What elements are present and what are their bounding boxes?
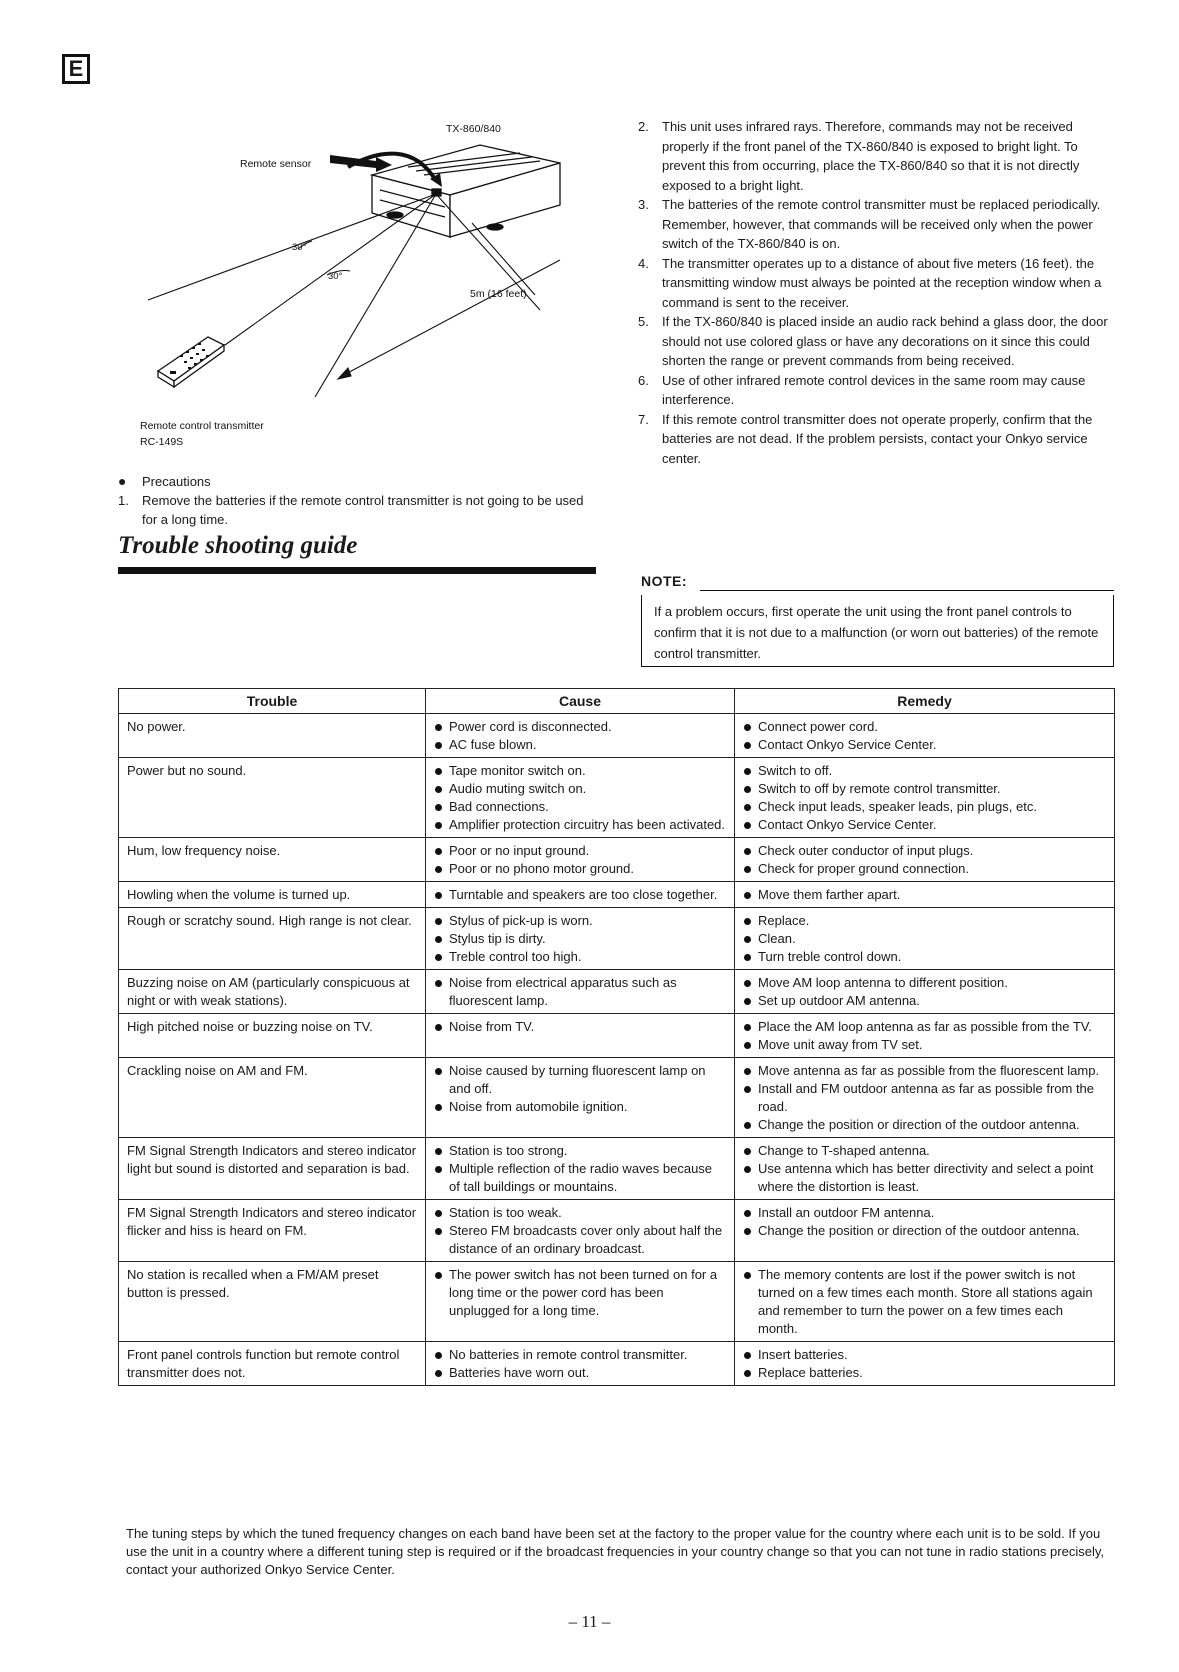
cause-item: AC fuse blown. [434, 736, 726, 754]
remedy-cell [735, 1014, 1115, 1058]
remedy-item: Replace. [743, 912, 1106, 930]
precautions-continued [638, 117, 1112, 468]
remedy-cell [735, 714, 1115, 758]
table-row [119, 908, 1115, 970]
trouble-cell: Rough or scratchy sound. High range is not clear. [119, 908, 426, 970]
remedy-list [743, 762, 1106, 834]
remedy-item: Insert batteries. [743, 1346, 1106, 1364]
cause-cell [426, 1058, 735, 1138]
remedy-cell [735, 1262, 1115, 1342]
cause-item: The power switch has not been turned on for a long time or the power cord has been unplugged for a long time. [434, 1266, 726, 1320]
precaution-text: The transmitter operates up to a distance of about five meters (16 feet). the transmitting window must always be pointed at the reception window when a command is sent to the receiver. [662, 255, 1102, 310]
cause-item: Stylus tip is dirty. [434, 930, 726, 948]
distance-label: 5m (16 feet) [470, 288, 527, 300]
cause-list [434, 718, 726, 754]
cause-item: Multiple reflection of the radio waves because of tall buildings or mountains. [434, 1160, 726, 1196]
precaution-number: 4. [638, 255, 649, 271]
trouble-cell: Front panel controls function but remote control transmitter does not. [119, 1342, 426, 1386]
cause-list [434, 1346, 726, 1382]
table-row [119, 1200, 1115, 1262]
precaution-item [638, 195, 1112, 254]
trouble-cell: Buzzing noise on AM (particularly conspicuous at night or with weak stations). [119, 970, 426, 1014]
table-row [119, 882, 1115, 908]
remedy-cell [735, 838, 1115, 882]
cause-item: No batteries in remote control transmitter. [434, 1346, 726, 1364]
receiver-illustration [372, 145, 560, 237]
trouble-cell: No power. [119, 714, 426, 758]
cause-item: Audio muting switch on. [434, 780, 726, 798]
cause-cell [426, 1200, 735, 1262]
cause-cell [426, 714, 735, 758]
transmitter-label: Remote control transmitter [140, 420, 264, 432]
precautions-heading [118, 472, 598, 491]
remedy-cell [735, 1138, 1115, 1200]
remote-transmitter-illustration [158, 337, 224, 387]
remedy-list [743, 1062, 1106, 1134]
cause-cell [426, 1342, 735, 1386]
table-row [119, 1262, 1115, 1342]
cause-list [434, 1062, 726, 1116]
cause-item: Station is too strong. [434, 1142, 726, 1160]
remote-range-diagram [140, 115, 600, 465]
remedy-list [743, 1266, 1106, 1338]
remedy-item: Change the position or direction of the outdoor antenna. [743, 1116, 1106, 1134]
remedy-cell [735, 758, 1115, 838]
note-rule [700, 590, 1114, 591]
cause-list [434, 1266, 726, 1320]
remedy-item: Switch to off. [743, 762, 1106, 780]
table-body [119, 714, 1115, 1386]
cause-list [434, 1142, 726, 1196]
remedy-item: Install an outdoor FM antenna. [743, 1204, 1106, 1222]
cause-item: Noise from TV. [434, 1018, 726, 1036]
remedy-item: Clean. [743, 930, 1106, 948]
remedy-list [743, 1346, 1106, 1382]
remedy-list [743, 974, 1106, 1010]
trouble-cell: FM Signal Strength Indicators and stereo indicator flicker and hiss is heard on FM. [119, 1200, 426, 1262]
remedy-cell [735, 970, 1115, 1014]
remedy-item: Contact Onkyo Service Center. [743, 736, 1106, 754]
model-label: TX-860/840 [446, 123, 501, 135]
remedy-item: Switch to off by remote control transmitter. [743, 780, 1106, 798]
precautions-heading-text: Precautions [142, 474, 211, 489]
cause-list [434, 1018, 726, 1036]
cause-list [434, 912, 726, 966]
sensor-label: Remote sensor [240, 158, 312, 170]
remedy-list [743, 718, 1106, 754]
cause-item: Noise from electrical apparatus such as fluorescent lamp. [434, 974, 726, 1010]
troubleshooting-table [118, 688, 1115, 1386]
remedy-item: Use antenna which has better directivity and select a point where the distortion is least. [743, 1160, 1106, 1196]
precaution-text: If this remote control transmitter does not operate properly, confirm that the batteries are not dead. If the problem persists, contact your Onkyo service center. [662, 411, 1093, 466]
cause-item: Noise caused by turning fluorescent lamp on and off. [434, 1062, 726, 1098]
cause-item: Batteries have worn out. [434, 1364, 726, 1382]
cause-list [434, 762, 726, 834]
language-badge: E [62, 54, 90, 84]
precaution-number: 7. [638, 411, 649, 427]
precaution-item [638, 312, 1112, 371]
cause-item: Turntable and speakers are too close together. [434, 886, 726, 904]
remedy-item: Move antenna as far as possible from the fluorescent lamp. [743, 1062, 1106, 1080]
table-row [119, 1138, 1115, 1200]
header-trouble: Trouble [119, 689, 426, 714]
remedy-list [743, 1018, 1106, 1054]
page-number: – 11 – [568, 1612, 611, 1631]
cause-cell [426, 758, 735, 838]
angle-right-label: 30° [328, 271, 343, 282]
remedy-item: Install and FM outdoor antenna as far as possible from the road. [743, 1080, 1106, 1116]
cause-item: Tape monitor switch on. [434, 762, 726, 780]
remedy-item: The memory contents are lost if the power switch is not turned on a few times each month. Store all stations again and remember to turn the power on a few times each month. [743, 1266, 1106, 1338]
remedy-item: Check for proper ground connection. [743, 860, 1106, 878]
remedy-list [743, 842, 1106, 878]
remedy-item: Move AM loop antenna to different position. [743, 974, 1106, 992]
cause-list [434, 1204, 726, 1258]
table-row [119, 838, 1115, 882]
table-row [119, 970, 1115, 1014]
table-row [119, 1342, 1115, 1386]
table-row [119, 1058, 1115, 1138]
remedy-cell [735, 1342, 1115, 1386]
precaution-item [638, 254, 1112, 313]
remedy-item: Move them farther apart. [743, 886, 1106, 904]
cause-item: Noise from automobile ignition. [434, 1098, 726, 1116]
cause-item: Stereo FM broadcasts cover only about half the distance of an ordinary broadcast. [434, 1222, 726, 1258]
angle-left-label: 30° [292, 242, 307, 253]
precaution-text: If the TX-860/840 is placed inside an audio rack behind a glass door, the door should not use colored glass or have any decorations on it since this could shorten the range or prevent commands from being received. [662, 314, 1108, 368]
trouble-cell: Howling when the volume is turned up. [119, 882, 426, 908]
precaution-text: Remove the batteries if the remote control transmitter is not going to be used for a long time. [142, 493, 584, 527]
cause-cell [426, 882, 735, 908]
cause-list [434, 886, 726, 904]
remedy-item: Set up outdoor AM antenna. [743, 992, 1106, 1010]
section-title: Trouble shooting guide [118, 532, 358, 559]
trouble-cell: Hum, low frequency noise. [119, 838, 426, 882]
cause-cell [426, 970, 735, 1014]
header-remedy: Remedy [735, 689, 1115, 714]
cause-item: Stylus of pick-up is worn. [434, 912, 726, 930]
remedy-item: Place the AM loop antenna as far as possible from the TV. [743, 1018, 1106, 1036]
remedy-cell [735, 908, 1115, 970]
precaution-number: 6. [638, 372, 649, 388]
precaution-number: 1. [118, 493, 129, 508]
remedy-list [743, 886, 1106, 904]
remedy-item: Check input leads, speaker leads, pin plugs, etc. [743, 798, 1106, 816]
bullet-icon: ● [118, 473, 127, 489]
trouble-cell: High pitched noise or buzzing noise on TV. [119, 1014, 426, 1058]
cause-cell [426, 1138, 735, 1200]
cause-cell [426, 908, 735, 970]
precaution-text: The batteries of the remote control transmitter must be replaced periodically. Remember, however, that commands will be received only when the power switch of the TX-860/840 is on. [662, 197, 1101, 251]
remedy-item: Change to T-shaped antenna. [743, 1142, 1106, 1160]
cause-item: Station is too weak. [434, 1204, 726, 1222]
table-row [119, 758, 1115, 838]
precaution-text: Use of other infrared remote control devices in the same room may cause interference. [662, 372, 1086, 407]
precaution-item [638, 410, 1112, 469]
cause-item: Poor or no input ground. [434, 842, 726, 860]
remedy-item: Check outer conductor of input plugs. [743, 842, 1106, 860]
cause-item: Power cord is disconnected. [434, 718, 726, 736]
cause-item: Amplifier protection circuitry has been activated. [434, 816, 726, 834]
precaution-number: 2. [638, 119, 649, 134]
precaution-number: 5. [638, 314, 649, 329]
trouble-cell: Power but no sound. [119, 758, 426, 838]
remedy-list [743, 1142, 1106, 1196]
title-rule [118, 567, 596, 574]
remedy-item: Change the position or direction of the outdoor antenna. [743, 1222, 1106, 1240]
header-cause: Cause [426, 689, 735, 714]
precaution-number: 3. [638, 197, 649, 212]
remedy-item: Contact Onkyo Service Center. [743, 816, 1106, 834]
cause-cell [426, 1014, 735, 1058]
cause-item: Poor or no phono motor ground. [434, 860, 726, 878]
precaution-item [118, 491, 598, 529]
table-header-row [119, 689, 1115, 714]
remedy-item: Turn treble control down. [743, 948, 1106, 966]
precautions-block [118, 472, 598, 529]
trouble-cell: Crackling noise on AM and FM. [119, 1058, 426, 1138]
precaution-item [638, 117, 1112, 195]
note-box: If a problem occurs, first operate the unit using the front panel controls to confirm that it is not due to a malfunction (or worn out batteries) of the remote control transmitter. [641, 595, 1114, 667]
table-row [119, 714, 1115, 758]
cause-item: Bad connections. [434, 798, 726, 816]
remedy-list [743, 1204, 1106, 1240]
cause-cell [426, 1262, 735, 1342]
trouble-cell: No station is recalled when a FM/AM preset button is pressed. [119, 1262, 426, 1342]
remedy-cell [735, 1200, 1115, 1262]
precaution-item [638, 371, 1112, 410]
cause-cell [426, 838, 735, 882]
cause-list [434, 842, 726, 878]
tuning-footnote: The tuning steps by which the tuned frequency changes on each band have been set at the factory to the proper value for the country where each unit is to be sold. If you use the unit in a country where a different tuning step is required or if the broadcast frequencies in your country change so that you can not tune in radio stations precisely, contact your authorized Onkyo Service Center. [126, 1526, 1104, 1577]
remedy-item: Connect power cord. [743, 718, 1106, 736]
remote-range-illustration [140, 115, 600, 465]
transmitter-model-label: RC-149S [140, 436, 184, 448]
cause-item: Treble control too high. [434, 948, 726, 966]
precaution-text: This unit uses infrared rays. Therefore, commands may not be received properly if the front panel of the TX-860/840 is exposed to bright light. To prevent this from occurring, place the TX-860/840 so that it is not directly exposed to a bright light. [662, 119, 1080, 193]
trouble-cell: FM Signal Strength Indicators and stereo indicator light but sound is distorted and separation is bad. [119, 1138, 426, 1200]
note-label: NOTE: [641, 573, 688, 589]
remedy-item: Replace batteries. [743, 1364, 1106, 1382]
cause-list [434, 974, 726, 1010]
remedy-item: Move unit away from TV set. [743, 1036, 1106, 1054]
remedy-list [743, 912, 1106, 966]
remedy-cell [735, 1058, 1115, 1138]
remedy-cell [735, 882, 1115, 908]
table-row [119, 1014, 1115, 1058]
